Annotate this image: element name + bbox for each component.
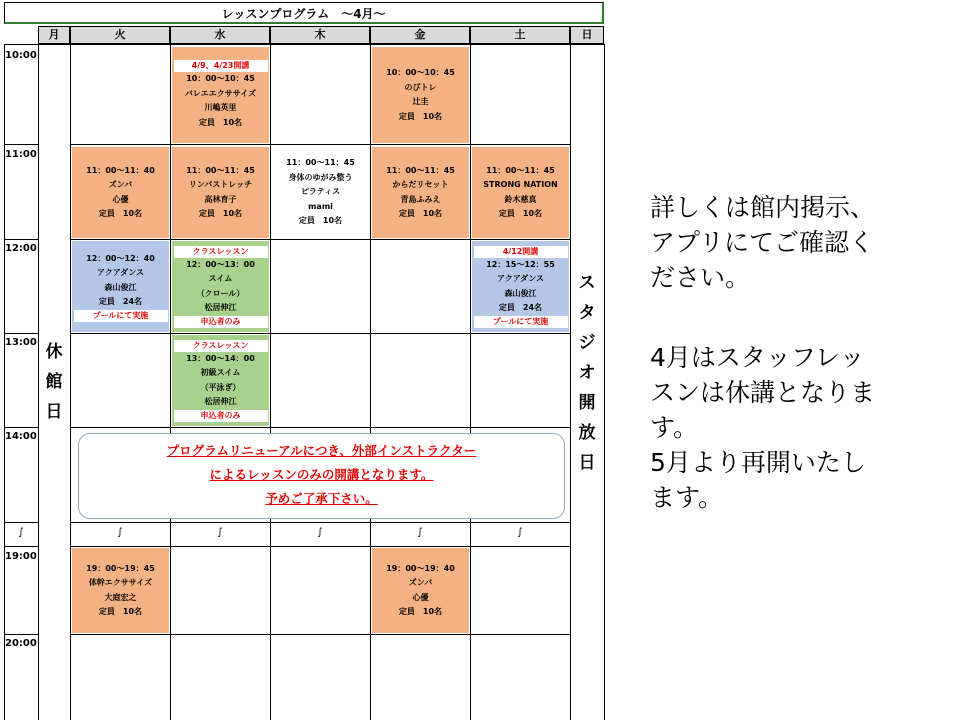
grid-line: [270, 44, 271, 720]
class-footer: 申込者のみ: [174, 410, 268, 422]
grid-line: [70, 634, 570, 635]
time-gap-mark: ∫: [217, 527, 223, 538]
day-header-fri: 金: [370, 26, 470, 44]
class-fri-19: 19：00～19：40 ズンバ 心優 定員 10名: [372, 548, 469, 633]
class-footer: プールにて実施: [74, 310, 168, 322]
time-label: 10:00: [5, 50, 37, 61]
grid-line: [4, 44, 604, 45]
schedule-title: レッスンプログラム ～4月～: [4, 2, 604, 24]
grid-line: [70, 546, 570, 547]
class-sat-11: 11：00～11：45 STRONG NATION 鈴木慈真 定員 10名: [472, 147, 569, 238]
time-gap-mark: ∫: [117, 527, 123, 538]
class-footer: プールにて実施: [474, 316, 568, 328]
grid-line: [4, 144, 38, 145]
class-note: 4/12開講: [474, 246, 568, 258]
grid-line: [370, 44, 371, 720]
day-header-wed: 水: [170, 26, 270, 44]
class-tue-12: 12：00～12：40 アクアダンス 森山俊江 定員 24名 プールにて実施: [72, 241, 169, 332]
notice-line: によるレッスンのみの開講となります。: [209, 467, 434, 482]
class-footer: 申込者のみ: [174, 316, 268, 328]
day-header-sun: 日: [570, 26, 604, 44]
side-info-paragraph: 詳しくは館内掲示、 アプリにてご確認く ださい。: [650, 193, 876, 292]
grid-line: [70, 44, 71, 720]
time-gap-mark: ∫: [417, 527, 423, 538]
class-tue-19: 19：00～19：45 体幹エクササイズ 大庭宏之 定員 10名: [72, 548, 169, 633]
class-fri-10: 10：00～10：45 のびトレ 辻圭 定員 10名: [372, 47, 469, 143]
time-label: 14:00: [5, 431, 37, 442]
grid-line: [4, 546, 38, 547]
grid-line: [70, 427, 570, 428]
time-gap-mark: ∫: [18, 527, 24, 538]
grid-line: [4, 239, 38, 240]
class-wed-11: 11：00～11：45 リンパストレッチ 高林育子 定員 10名: [172, 147, 269, 238]
side-staff-lesson-paragraph: 4月はスタッフレッ スンは休講となりま す。 5月より再開いたし ます。: [650, 343, 876, 512]
grid-line: [4, 427, 38, 428]
class-thu-11: 11：00～11：45 身体のゆがみ整う ピラティス mami 定員 10名: [286, 158, 355, 226]
grid-line: [170, 44, 171, 720]
monday-closed-label: 休 館 日: [45, 342, 63, 422]
class-wed-13: クラスレッスン 13：00～14：00 初級スイム （平泳ぎ） 松居伸江 申込者のみ: [172, 335, 269, 426]
day-header-thu: 木: [270, 26, 370, 44]
sunday-open-label: ス タ ジ オ 開 放 日: [578, 273, 596, 473]
grid-line: [70, 144, 570, 145]
time-label: 19:00: [5, 551, 37, 562]
day-header-tue: 火: [70, 26, 170, 44]
class-header: クラスレッスン: [174, 340, 268, 352]
grid-line: [70, 333, 570, 334]
time-gap-mark: ∫: [317, 527, 323, 538]
class-tue-11: 11：00～11：40 ズンバ 心優 定員 10名: [72, 147, 169, 238]
grid-line: [4, 333, 38, 334]
class-note: 4/9、4/23開講: [174, 60, 268, 72]
grid-line: [470, 44, 471, 720]
time-label: 13:00: [5, 337, 37, 348]
time-gap-mark: ∫: [517, 527, 523, 538]
day-header-mon: 月: [38, 26, 70, 44]
notice-line: 予めご了承下さい。: [265, 491, 378, 506]
time-label: 20:00: [5, 638, 37, 649]
grid-line: [604, 44, 605, 720]
time-label: 11:00: [5, 149, 37, 160]
class-wed-10: 4/9、4/23開講 10：00～10：45 バレエエクササイズ 川嶋英里 定員 10名: [172, 47, 269, 143]
class-header: クラスレッスン: [174, 246, 268, 258]
grid-line: [4, 44, 5, 720]
notice-line: プログラムリニューアルにつき、外部インストラクター: [166, 443, 477, 458]
class-sat-12: 4/12開講 12：15～12：55 アクアダンス 森山俊江 定員 24名 プールにて実施: [472, 241, 569, 332]
class-fri-11: 11：00～11：45 からだリセット 青島ふみえ 定員 10名: [372, 147, 469, 238]
grid-line: [70, 239, 570, 240]
day-header-sat: 土: [470, 26, 570, 44]
grid-line: [4, 634, 38, 635]
class-wed-12: クラスレッスン 12：00～13：00 スイム （クロール） 松居伸江 申込者のみ: [172, 241, 269, 332]
renewal-notice: [78, 433, 565, 519]
time-label: 12:00: [5, 243, 37, 254]
